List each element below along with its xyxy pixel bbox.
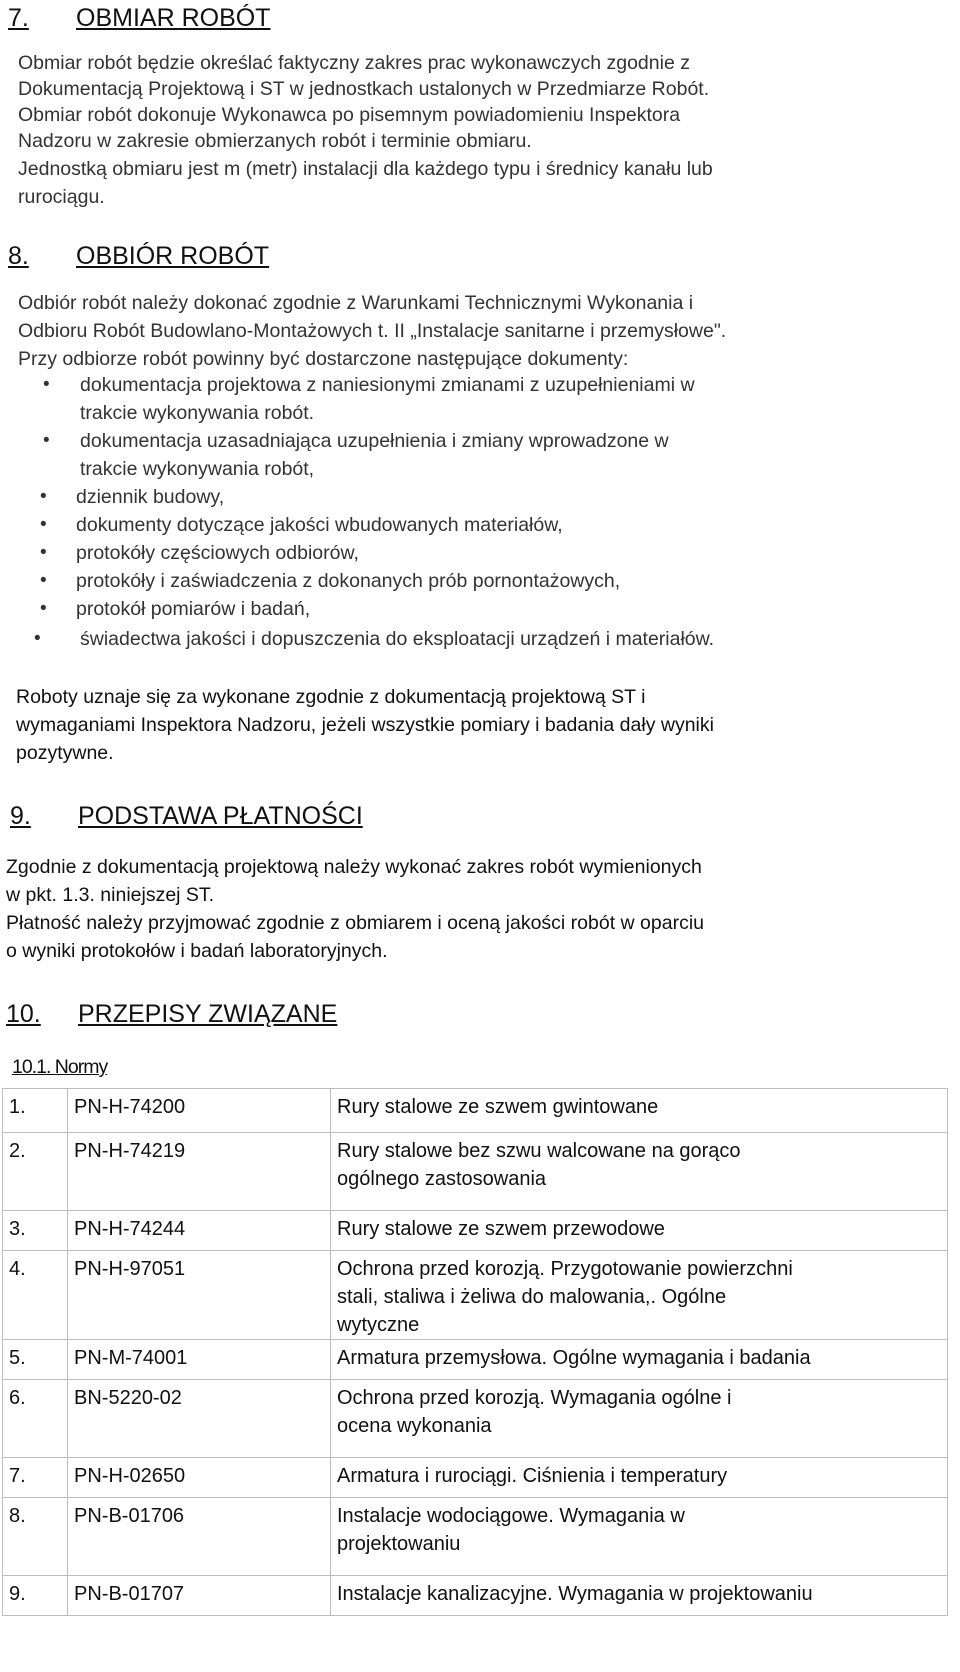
section-9-heading (10, 802, 910, 834)
norm-code: PN-M-74001 (68, 1340, 331, 1380)
section-title: OBBIÓR ROBÓT (76, 242, 270, 270)
section-title: PRZEPISY ZWIĄZANE (78, 1000, 338, 1028)
section-9-body (6, 856, 946, 966)
description-line: Rury stalowe ze szwem przewodowe (337, 1218, 665, 1240)
table-row (3, 1576, 948, 1616)
paragraph-line: wymaganiami Inspektora Nadzoru, jeżeli wszystkie pomiary i badania dały wyniki (16, 714, 714, 736)
paragraph-line: Odbioru Robót Budowlano-Montażowych t. II „Instalacje sanitarne i przemysłowe". (18, 320, 727, 342)
description-line: Rury stalowe ze szwem gwintowane (337, 1096, 659, 1118)
paragraph-line: Obmiar robót będzie określać faktyczny zakres prac wykonawczych zgodnie z (18, 52, 690, 74)
norm-description (331, 1380, 948, 1458)
section-10-heading (6, 1000, 906, 1032)
norm-description (331, 1340, 948, 1380)
description-line: projektowaniu (337, 1533, 461, 1555)
list-item: dokumentacja projektowa z naniesionymi zmianami z uzupełnieniami w (80, 374, 695, 396)
section-8-closing (16, 686, 936, 776)
norm-number: 7. (3, 1458, 68, 1498)
norm-code: PN-H-02650 (68, 1458, 331, 1498)
list-item: trakcie wykonywania robót, (80, 458, 315, 480)
description-line: Ochrona przed korozją. Wymagania ogólne i (337, 1387, 732, 1409)
list-item: dokumentacja uzasadniająca uzupełnienia i zmiany wprowadzone w (80, 430, 669, 452)
bullet-icon: • (40, 598, 47, 619)
section-8-heading (8, 242, 908, 274)
paragraph-line: Jednostką obmiaru jest m (metr) instalacji dla każdego typu i średnicy kanału lub (18, 158, 713, 180)
subsection-heading: 10.1. Normy (12, 1056, 108, 1078)
section-number: 10. (6, 1000, 41, 1028)
table-row (3, 1498, 948, 1576)
list-item: protokół pomiarów i badań, (76, 598, 311, 620)
section-title: PODSTAWA PŁATNOŚCI (78, 802, 363, 830)
table-row (3, 1251, 948, 1340)
norm-number: 9. (3, 1576, 68, 1616)
norm-code: BN-5220-02 (68, 1380, 331, 1458)
table-row (3, 1089, 948, 1133)
bullet-icon: • (43, 374, 50, 395)
paragraph-line: Odbiór robót należy dokonać zgodnie z Warunkami Technicznymi Wykonania i (18, 292, 694, 314)
description-line: wytyczne (337, 1314, 420, 1336)
list-item: dziennik budowy, (76, 486, 225, 508)
norm-description (331, 1251, 948, 1340)
bullet-icon: • (40, 514, 47, 535)
list-item: protokóły częściowych odbiorów, (76, 542, 359, 564)
norm-code: PN-H-97051 (68, 1251, 331, 1340)
bullet-icon: • (43, 430, 50, 451)
description-line: Instalacje wodociągowe. Wymagania w (337, 1505, 685, 1527)
norm-number: 4. (3, 1251, 68, 1340)
bullet-icon: • (40, 570, 47, 591)
description-line: ogólnego zastosowania (337, 1168, 547, 1190)
section-7-heading (8, 4, 908, 36)
paragraph-line: w pkt. 1.3. niniejszej ST. (6, 884, 215, 906)
section-7-body (18, 52, 918, 232)
norm-number: 2. (3, 1133, 68, 1211)
paragraph-line: Przy odbiorze robót powinny być dostarczone następujące dokumenty: (18, 348, 629, 370)
bullet-icon: • (40, 542, 47, 563)
norm-number: 6. (3, 1380, 68, 1458)
description-line: Armatura przemysłowa. Ogólne wymagania i badania (337, 1347, 811, 1369)
norm-description (331, 1133, 948, 1211)
norm-description (331, 1211, 948, 1251)
description-line: Armatura i rurociągi. Ciśnienia i temperatury (337, 1465, 728, 1487)
paragraph-line: Roboty uznaje się za wykonane zgodnie z dokumentacją projektową ST i (16, 686, 646, 708)
norm-code: PN-H-74219 (68, 1133, 331, 1211)
norm-description (331, 1458, 948, 1498)
list-item: dokumenty dotyczące jakości wbudowanych materiałów, (76, 514, 563, 536)
description-line: Rury stalowe bez szwu walcowane na gorąco (337, 1140, 741, 1162)
table-row (3, 1380, 948, 1458)
section-number: 8. (8, 242, 29, 270)
table-row (3, 1133, 948, 1211)
norm-code: PN-B-01707 (68, 1576, 331, 1616)
paragraph-line: Nadzoru w zakresie obmierzanych robót i terminie obmiaru. (18, 130, 532, 152)
norm-number: 1. (3, 1089, 68, 1133)
norm-number: 3. (3, 1211, 68, 1251)
table-row (3, 1211, 948, 1251)
norms-table (2, 1088, 948, 1616)
description-line: ocena wykonania (337, 1415, 492, 1437)
norm-description (331, 1089, 948, 1133)
paragraph-line: o wyniki protokołów i badań laboratoryjnych. (6, 940, 388, 962)
description-line: Instalacje kanalizacyjne. Wymagania w projektowaniu (337, 1583, 813, 1605)
norm-code: PN-H-74244 (68, 1211, 331, 1251)
norm-code: PN-H-74200 (68, 1089, 331, 1133)
list-item: trakcie wykonywania robót. (80, 402, 315, 424)
norm-code: PN-B-01706 (68, 1498, 331, 1576)
paragraph-line: Zgodnie z dokumentacją projektową należy wykonać zakres robót wymienionych (6, 856, 702, 878)
section-title: OBMIAR ROBÓT (76, 4, 271, 32)
norm-description (331, 1576, 948, 1616)
paragraph-line: pozytywne. (16, 742, 114, 764)
bullet-icon: • (34, 628, 41, 649)
table-row (3, 1458, 948, 1498)
norm-number: 8. (3, 1498, 68, 1576)
section-number: 9. (10, 802, 31, 830)
paragraph-line: Dokumentacją Projektową i ST w jednostkach ustalonych w Przedmiarze Robót. (18, 78, 710, 100)
section-number: 7. (8, 4, 29, 32)
paragraph-line: Płatność należy przyjmować zgodnie z obmiarem i oceną jakości robót w oparciu (6, 912, 704, 934)
list-item: protokóły i zaświadczenia z dokonanych prób pornontażowych, (76, 570, 621, 592)
paragraph-line: Obmiar robót dokonuje Wykonawca po pisemnym powiadomieniu Inspektora (18, 104, 681, 126)
list-item: świadectwa jakości i dopuszczenia do eksploatacji urządzeń i materiałów. (80, 628, 715, 650)
description-line: stali, staliwa i żeliwa do malowania,. Ogólne (337, 1286, 727, 1308)
description-line: Ochrona przed korozją. Przygotowanie powierzchni (337, 1258, 793, 1280)
section-8-intro (18, 292, 938, 382)
norm-description (331, 1498, 948, 1576)
bullet-icon: • (40, 486, 47, 507)
paragraph-line: rurociągu. (18, 186, 105, 208)
documents-list (0, 374, 940, 674)
table-row (3, 1340, 948, 1380)
norm-number: 5. (3, 1340, 68, 1380)
